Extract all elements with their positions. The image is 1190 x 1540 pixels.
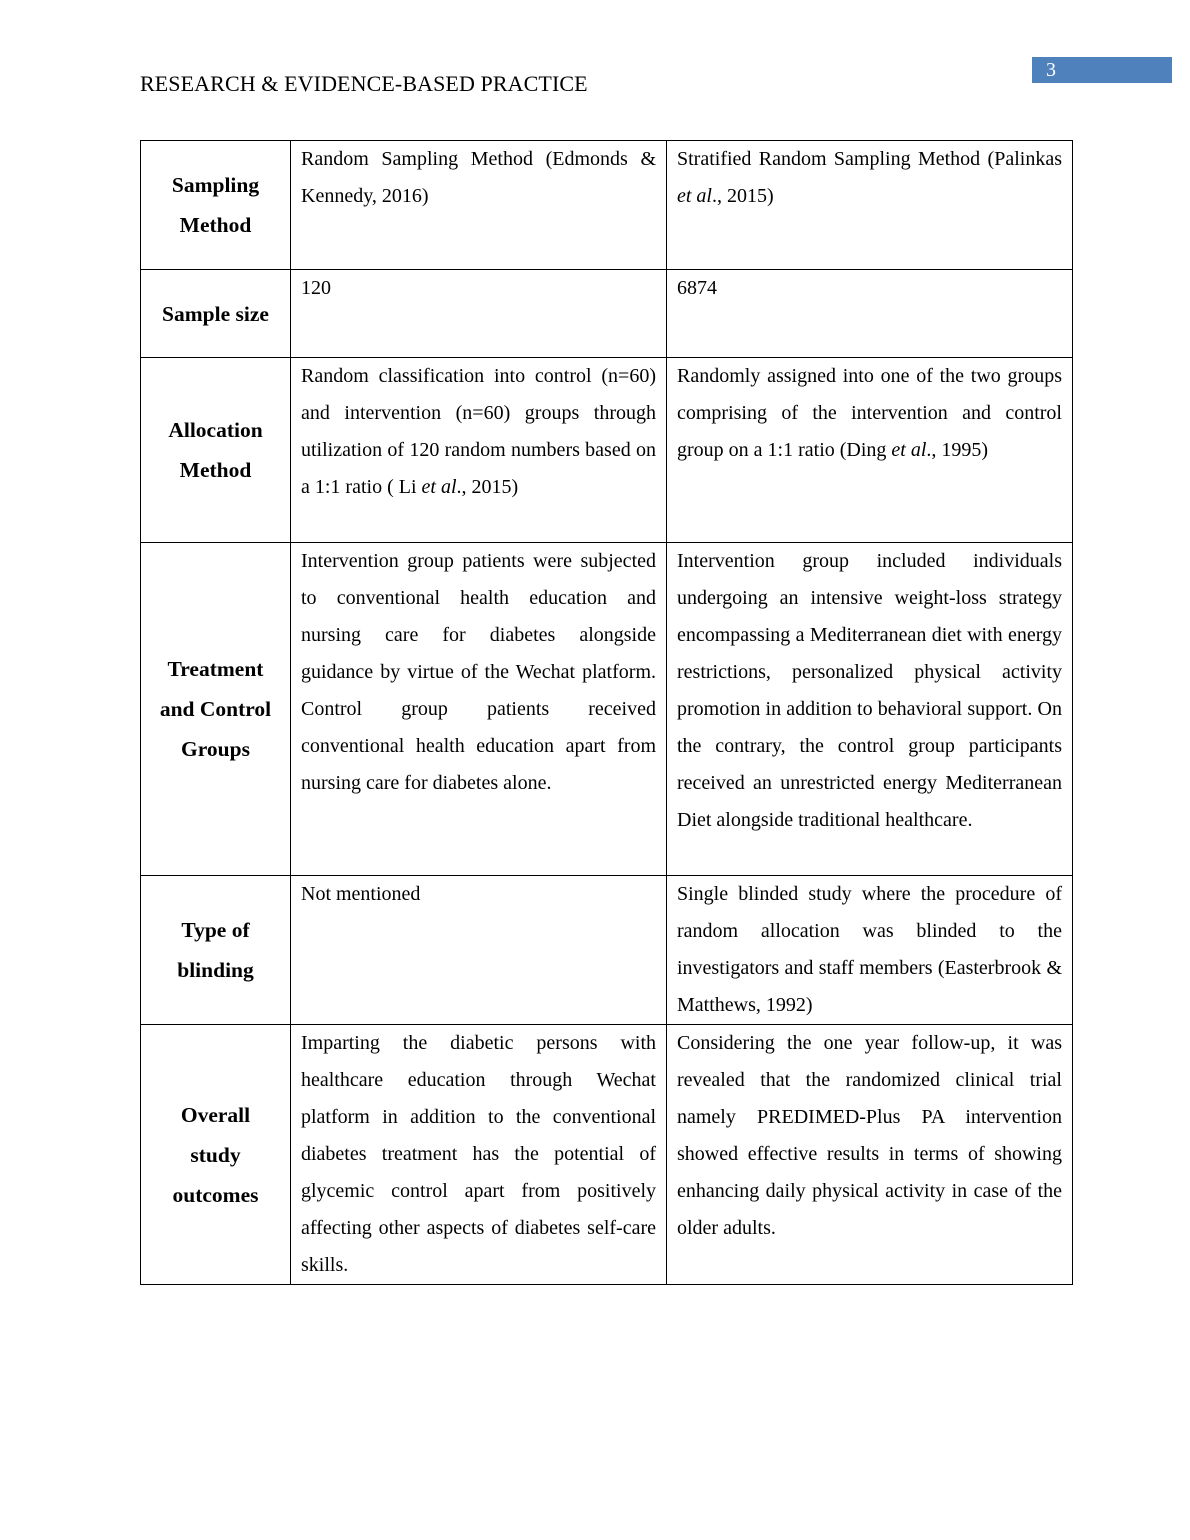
- study1-cell: [291, 270, 667, 358]
- running-head: RESEARCH & EVIDENCE-BASED PRACTICE: [140, 71, 588, 96]
- row-label-line: Allocation: [168, 418, 263, 442]
- cell-text: Random Sampling Method (Edmonds & Kennedy, 2016): [301, 148, 656, 207]
- row-label-line: Treatment: [167, 657, 264, 681]
- row-label: [141, 358, 291, 543]
- row-label-line: Method: [179, 213, 252, 237]
- row-label: [141, 876, 291, 1025]
- study1-cell: [291, 141, 667, 270]
- row-label: [141, 543, 291, 876]
- study2-cell: [667, 1025, 1073, 1285]
- cell-text: Random classification into control (n=60) and intervention (n=60) groups through utilization of 120 random numbers based on a 1:1 ratio ( Li: [301, 365, 656, 498]
- study1-cell: [291, 876, 667, 1025]
- row-label: [141, 141, 291, 270]
- cell-text-italic: et al: [421, 476, 457, 498]
- study2-cell: [667, 876, 1073, 1025]
- row-label-line: Groups: [181, 737, 250, 761]
- cell-text: Intervention group included individuals undergoing an intensive weight-loss strategy encompassing a Mediterranean diet with energy restrictions, personalized physical activity promotion in addition to behavioral support. On the contrary, the control group participants received an unrestricted energy Mediterranean Diet alongside traditional healthcare.: [677, 550, 1062, 831]
- study2-cell: [667, 141, 1073, 270]
- row-label: [141, 1025, 291, 1285]
- study1-cell: [291, 1025, 667, 1285]
- cell-text: ., 1995): [926, 439, 989, 461]
- study2-cell: [667, 543, 1073, 876]
- row-label-line: Method: [179, 458, 252, 482]
- cell-text-italic: et al: [677, 185, 712, 207]
- row-label-line: Sample size: [162, 301, 269, 326]
- cell-text: Not mentioned: [301, 883, 421, 905]
- table-row-overall-outcomes: [141, 1025, 1073, 1285]
- cell-text: 6874: [677, 277, 717, 299]
- study2-cell: [667, 270, 1073, 358]
- table-row-allocation-method: [141, 358, 1073, 543]
- row-label-line: Type of: [181, 918, 250, 942]
- row-label-line: outcomes: [172, 1182, 259, 1207]
- table-row-type-of-blinding: [141, 876, 1073, 1025]
- row-label-line: study: [190, 1142, 241, 1167]
- row-label-line: and Control: [159, 697, 272, 721]
- study2-cell: [667, 358, 1073, 543]
- row-label-line: Sampling: [171, 173, 260, 197]
- cell-text: 120: [301, 277, 331, 299]
- cell-text: ., 2015): [456, 476, 519, 498]
- study1-cell: [291, 358, 667, 543]
- cell-text-italic: et al: [891, 439, 927, 461]
- page-number-box: [1032, 57, 1172, 83]
- table-row-treatment-control-groups: [141, 543, 1073, 876]
- study1-cell: [291, 543, 667, 876]
- row-label-line: Overall: [180, 1102, 251, 1127]
- row-label-line: blinding: [177, 958, 254, 982]
- table-row-sample-size: [141, 270, 1073, 358]
- cell-text: ., 2015): [712, 185, 774, 207]
- table-row-sampling-method: [141, 141, 1073, 270]
- cell-text: Randomly assigned into one of the two groups comprising of the intervention and control group on a 1:1 ratio (Ding: [677, 365, 1062, 461]
- comparison-table: [140, 140, 1073, 1285]
- cell-text: Imparting the diabetic persons with healthcare education through Wechat platform in addition to the conventional diabetes treatment has the potential of glycemic control apart from positively affecting other aspects of diabetes self-care skills.: [301, 1032, 656, 1276]
- cell-text: Single blinded study where the procedure of random allocation was blinded to the investigators and staff members (Easterbrook & Matthews, 1992): [677, 883, 1062, 1016]
- cell-text: Stratified Random Sampling Method (Palinkas: [677, 148, 1062, 170]
- cell-text: Considering the one year follow-up, it was revealed that the randomized clinical trial namely PREDIMED-Plus PA intervention showed effective results in terms of showing enhancing daily physical activity in case of the older adults.: [677, 1032, 1062, 1239]
- page-number: 3: [1046, 59, 1056, 81]
- row-label: [141, 270, 291, 358]
- cell-text: Intervention group patients were subjected to conventional health education and nursing care for diabetes alongside guidance by virtue of the Wechat platform. Control group patients received conventional health education apart from nursing care for diabetes alone.: [301, 550, 656, 794]
